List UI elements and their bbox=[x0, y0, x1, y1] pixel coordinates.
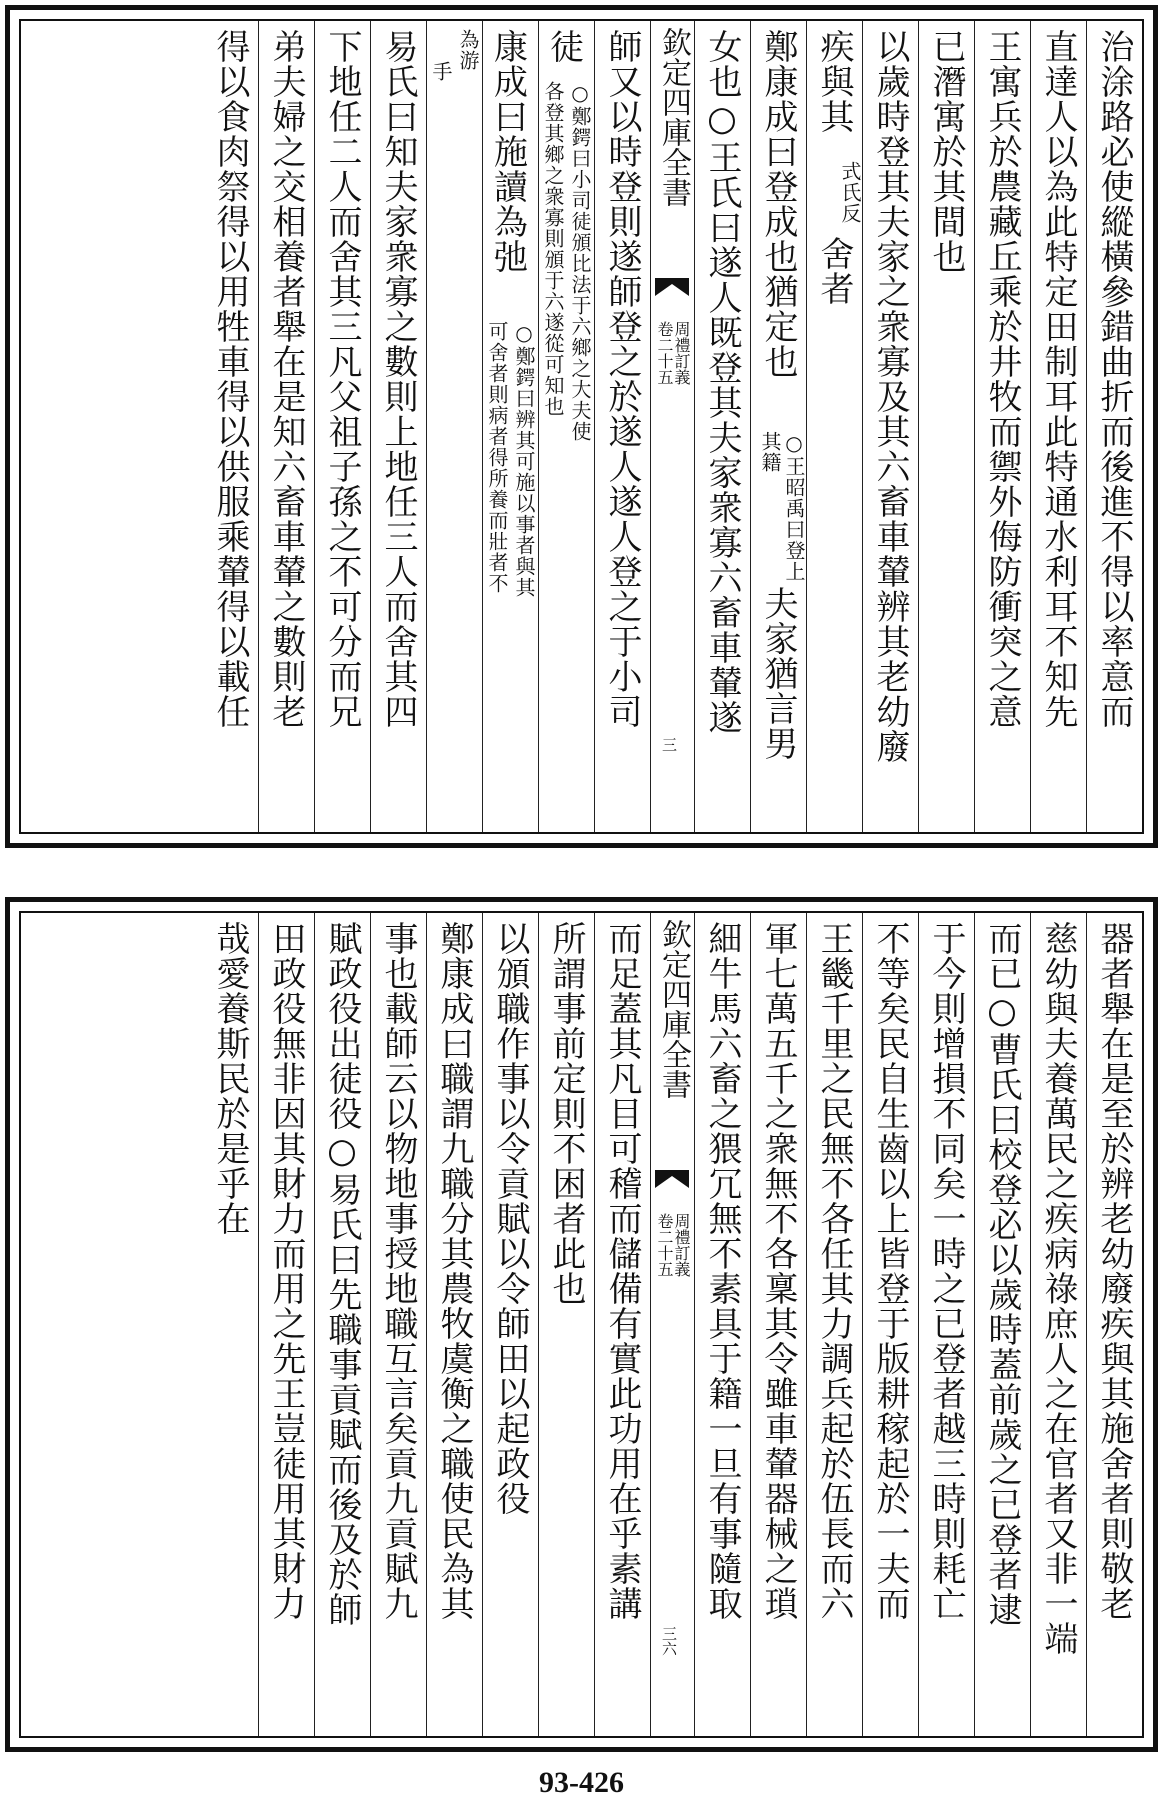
column-text: 弟夫婦之交相養者舉在是知六畜車輦之數則老 bbox=[266, 29, 306, 729]
text-column bbox=[426, 21, 482, 832]
text-column bbox=[482, 21, 538, 832]
column-text: 鄭康成曰登成也猶定也 bbox=[758, 29, 798, 379]
text-column bbox=[974, 21, 1030, 832]
annotation-text: ○鄭鍔曰辨其可施以事者與其 bbox=[512, 321, 536, 598]
text-column bbox=[1086, 913, 1142, 1736]
book-title: 周禮訂義 bbox=[672, 1213, 691, 1277]
column-text: 得以食肉祭得以用牲車得以供服乘輦得以載任 bbox=[210, 29, 250, 729]
center-fold bbox=[650, 913, 694, 1736]
text-column bbox=[750, 21, 806, 832]
annotation-text: 可舍者則病者得所養而壯者不 bbox=[485, 321, 509, 594]
column-text: 而已○曹氏曰校登必以歲時蓋前歲之已登者逮 bbox=[982, 921, 1022, 1627]
collection-title: 欽定四庫全書 bbox=[656, 919, 691, 1099]
text-column bbox=[314, 21, 370, 832]
column-text: 鄭康成曰職謂九職分其農牧虞衡之職使民為其 bbox=[434, 921, 474, 1621]
annotation-text: 手 bbox=[429, 61, 453, 82]
annotation-text: ○鄭鍔曰小司徒頒比法于六鄉之大夫使 bbox=[568, 81, 592, 442]
fish-tail-mark-icon bbox=[653, 276, 691, 298]
text-column bbox=[426, 913, 482, 1736]
text-column bbox=[974, 913, 1030, 1736]
archive-page-number: 93-426 bbox=[539, 1766, 624, 1799]
column-text: 哉愛養斯民於是乎在 bbox=[210, 921, 250, 1236]
text-column bbox=[918, 913, 974, 1736]
column-text: 已潛寓於其間也 bbox=[926, 29, 966, 274]
column-text: 軍七萬五千之衆無不各稟其令雖車輦器械之瑣 bbox=[758, 921, 798, 1621]
column-text: 治涂路必使縱橫參錯曲折而後進不得以率意而 bbox=[1094, 29, 1134, 729]
column-text: 易氏曰知夫家衆寡之數則上地任三人而舍其四 bbox=[378, 29, 418, 729]
text-column bbox=[258, 913, 314, 1736]
column-text: 徒 bbox=[543, 29, 584, 64]
annotation-text: 式氏反 bbox=[838, 161, 862, 224]
leaf-number: 三六 bbox=[660, 1626, 678, 1656]
text-column bbox=[594, 21, 650, 832]
leaf-number: 三 bbox=[660, 737, 678, 752]
column-text: 事也載師云以物地事授地職互言矣貢九貢賦九 bbox=[378, 921, 418, 1621]
column-text: 舍者 bbox=[814, 236, 854, 306]
text-column bbox=[806, 913, 862, 1736]
column-text: 田政役無非因其財力而用之先王豈徒用其財力 bbox=[266, 921, 306, 1621]
text-column bbox=[370, 21, 426, 832]
column-text: 王寓兵於農藏丘乘於井牧而禦外侮防衝突之意 bbox=[982, 29, 1022, 729]
annotation-text: 為游 bbox=[456, 29, 480, 71]
text-column bbox=[862, 21, 918, 832]
text-column bbox=[1086, 21, 1142, 832]
text-column bbox=[694, 913, 750, 1736]
column-text: 以頒職作事以令貢賦以令師田以起政役 bbox=[490, 921, 530, 1516]
column-text: 直達人以為此特定田制耳此特通水利耳不知先 bbox=[1038, 29, 1078, 729]
column-text: 女也○王氏曰遂人既登其夫家衆寡六畜車輦遂 bbox=[702, 29, 742, 735]
center-fold bbox=[650, 21, 694, 832]
collection-title: 欽定四庫全書 bbox=[656, 27, 691, 207]
text-column bbox=[258, 21, 314, 832]
column-text: 慈幼與夫養萬民之疾病祿庶人之在官者又非一端 bbox=[1038, 921, 1078, 1656]
text-column bbox=[594, 913, 650, 1736]
text-column bbox=[202, 913, 258, 1736]
text-column bbox=[482, 913, 538, 1736]
column-text: 賦政役出徒役○易氏曰先職事貢賦而後及於師 bbox=[322, 921, 362, 1627]
fish-tail-mark-icon bbox=[653, 1168, 691, 1190]
bottom-page-frame bbox=[19, 911, 1144, 1738]
column-text: 以歲時登其夫家之衆寡及其六畜車輦辨其老幼廢 bbox=[870, 29, 910, 764]
column-text: 王畿千里之民無不各任其力調兵起於伍長而六 bbox=[814, 921, 854, 1621]
text-column bbox=[538, 21, 594, 832]
volume-label: 卷二十五 bbox=[655, 1213, 674, 1277]
column-text: 于今則增損不同矣一時之已登者越三時則耗亡 bbox=[926, 921, 966, 1621]
text-column bbox=[370, 913, 426, 1736]
text-column bbox=[862, 913, 918, 1736]
text-column bbox=[202, 21, 258, 832]
bottom-page bbox=[5, 897, 1158, 1752]
text-column bbox=[314, 913, 370, 1736]
book-subtitle bbox=[653, 1213, 692, 1393]
column-text: 器者舉在是至於辨老幼廢疾與其施舍者則敬老 bbox=[1094, 921, 1134, 1621]
column-text: 師又以時登則遂師登之於遂人遂人登之于小司 bbox=[602, 29, 642, 729]
text-column bbox=[694, 21, 750, 832]
column-text: 細牛馬六畜之猥冗無不素具于籍一旦有事隨取 bbox=[702, 921, 742, 1621]
annotation-text: 各登其鄉之衆寡則頒于六遂從可知也 bbox=[541, 81, 565, 417]
column-text: 夫家猶言男 bbox=[758, 586, 798, 761]
top-page bbox=[5, 5, 1158, 848]
annotation-text: ○王昭禹曰登上其籍 bbox=[758, 431, 806, 582]
text-column bbox=[538, 913, 594, 1736]
column-text: 下地任二人而舍其三凡父祖子孫之不可分而兄 bbox=[322, 29, 362, 729]
text-column bbox=[1030, 913, 1086, 1736]
text-column bbox=[806, 21, 862, 832]
top-page-frame bbox=[19, 19, 1144, 834]
column-text: 而足蓋其凡目可稽而儲備有實此功用在乎素講 bbox=[602, 921, 642, 1621]
text-column bbox=[1030, 21, 1086, 832]
text-column bbox=[750, 913, 806, 1736]
column-text: 康成曰施讀為弛 bbox=[487, 29, 528, 274]
column-text: 所謂事前定則不困者此也 bbox=[546, 921, 586, 1306]
book-title: 周禮訂義 bbox=[672, 321, 691, 385]
column-text: 不等矣民自生齒以上皆登于版耕稼起於一夫而 bbox=[870, 921, 910, 1621]
column-text: 疾與其 bbox=[814, 29, 854, 134]
volume-label: 卷二十五 bbox=[655, 321, 674, 385]
text-column bbox=[918, 21, 974, 832]
book-subtitle bbox=[653, 321, 692, 501]
